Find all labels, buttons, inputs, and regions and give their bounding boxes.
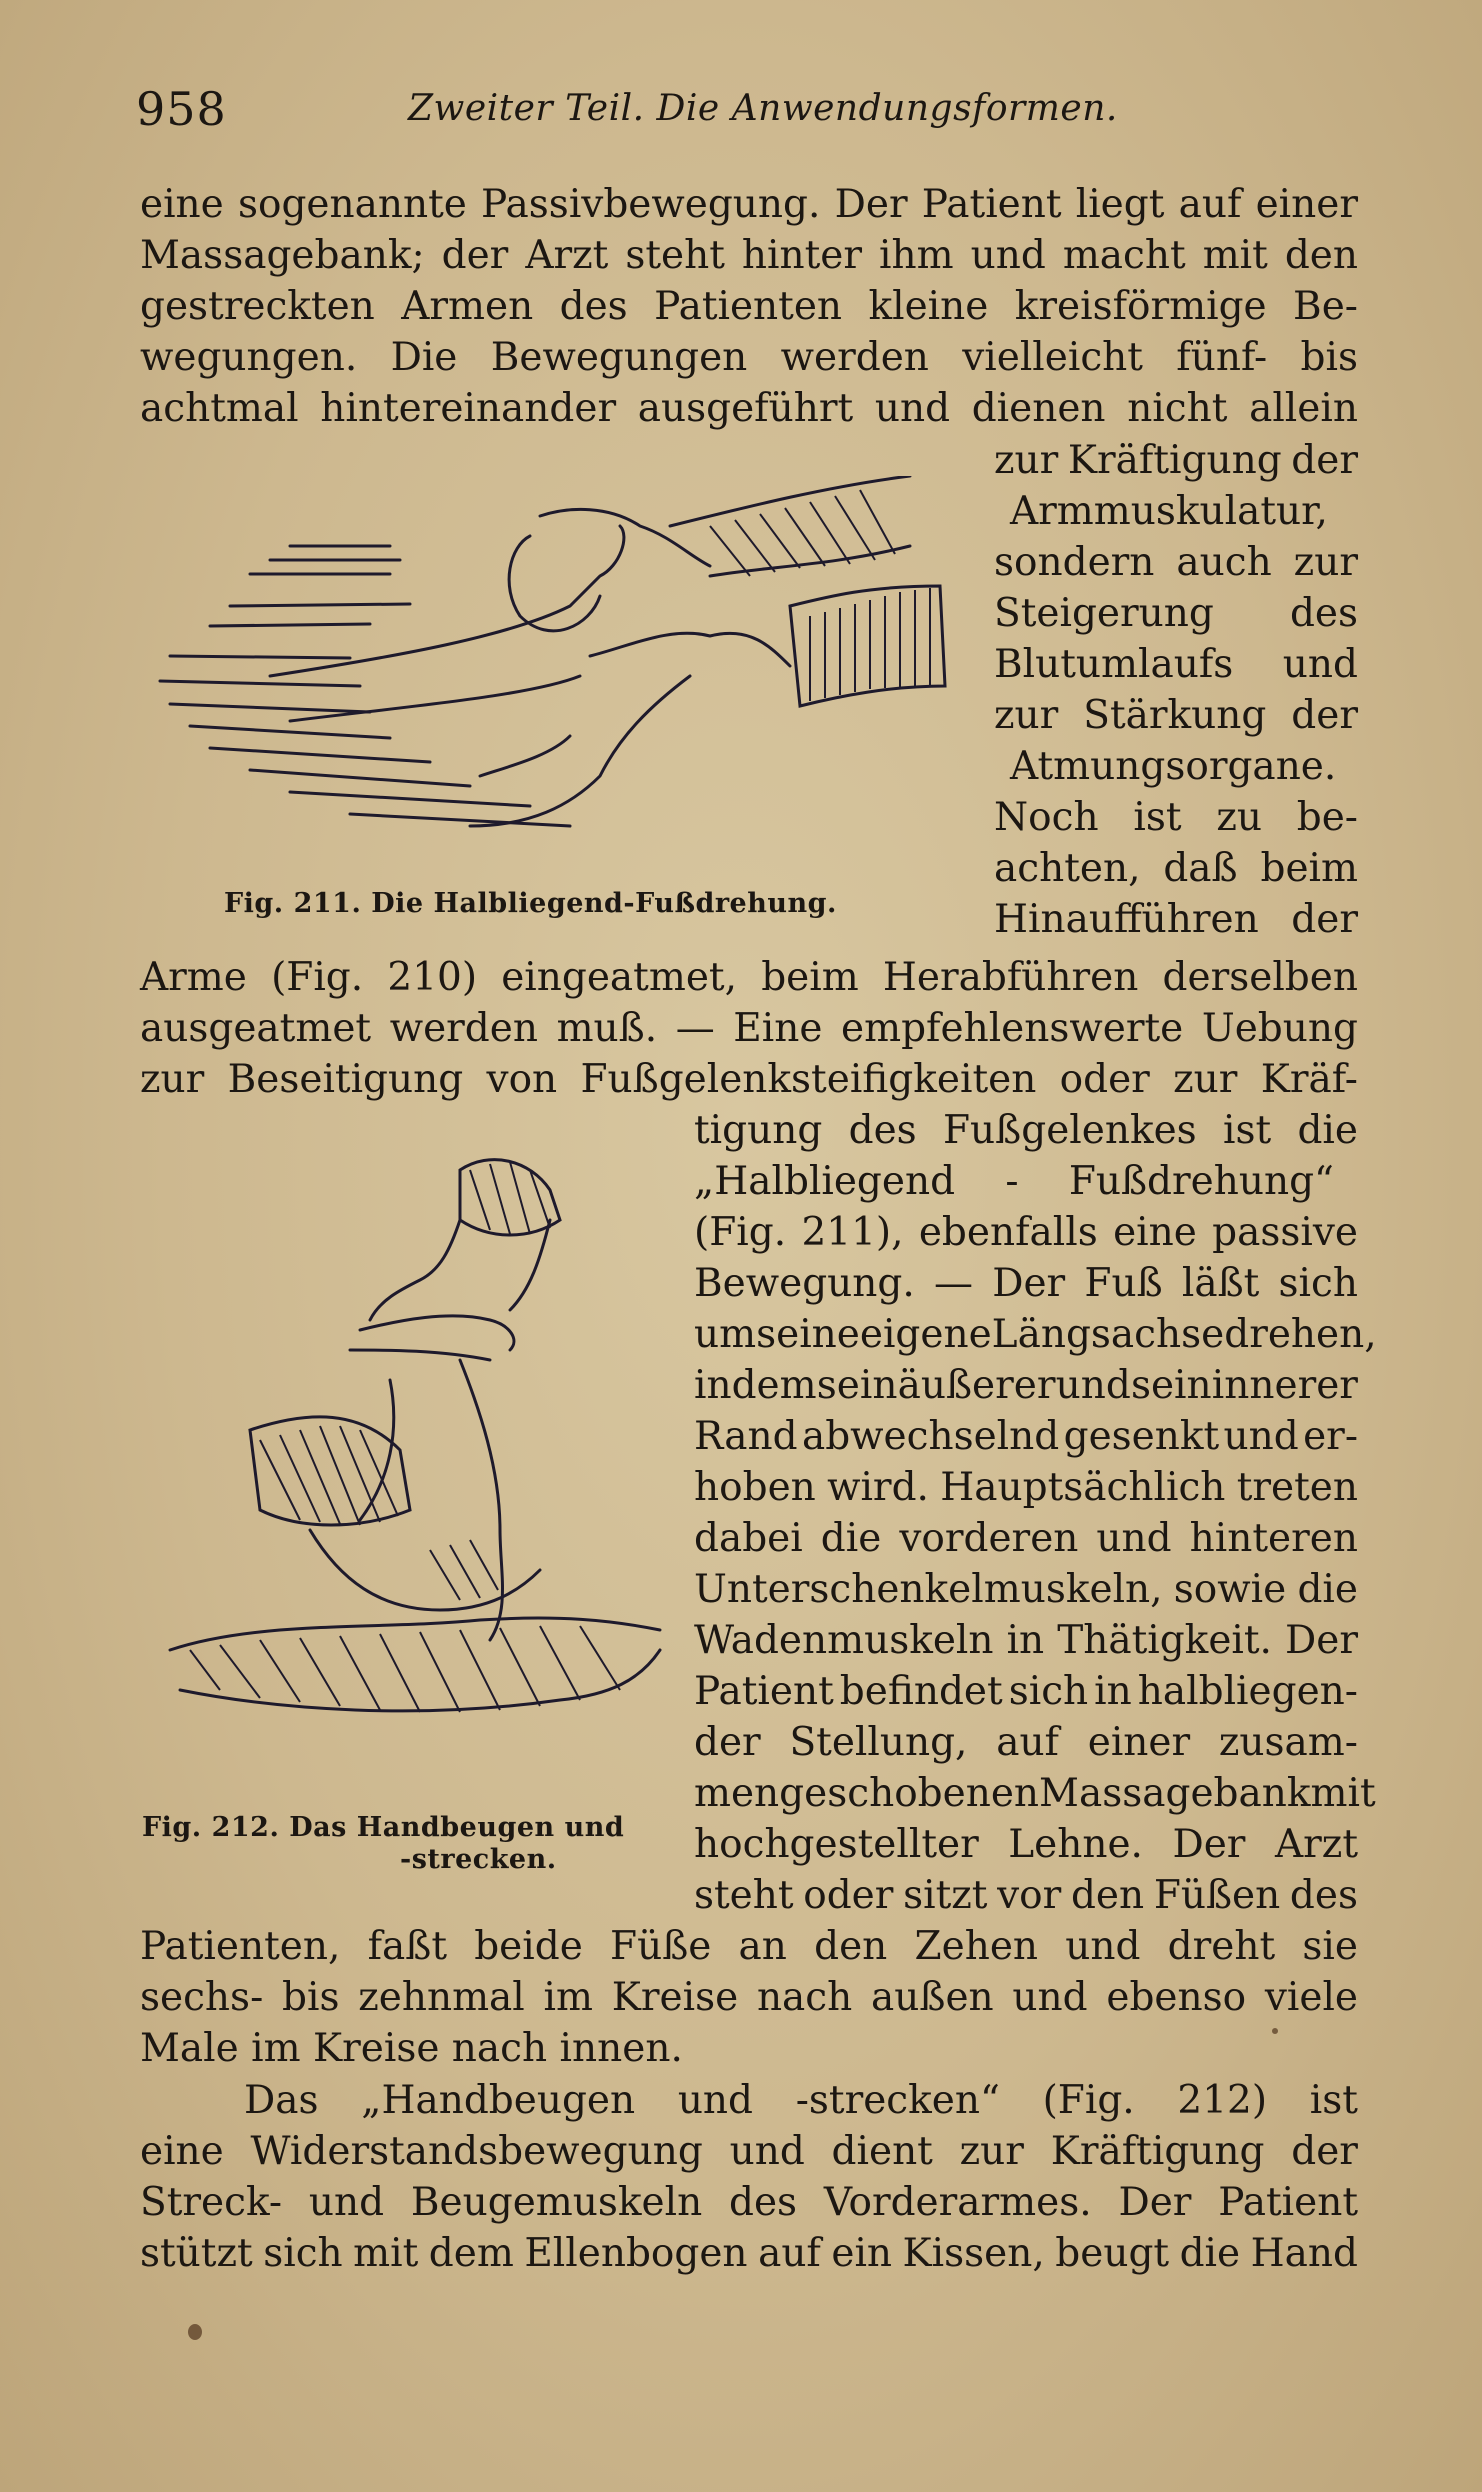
figure-212-caption-line2: -strecken. — [400, 1844, 557, 1875]
text-line: achten, daß beim — [994, 846, 1358, 891]
text-line: zur Stärkung der — [994, 693, 1358, 738]
text-line: stützt sich mit dem Ellenbogen auf ein Kissen, beugt die Hand — [140, 2231, 1358, 2276]
foot-rotation-engraving — [150, 476, 950, 866]
page-number: 958 — [136, 82, 227, 136]
text-line: zur Kräftigung der — [994, 438, 1358, 483]
text-line: Hinaufführen der — [994, 897, 1358, 942]
text-line: hoben wird. Hauptsächlich treten — [694, 1465, 1358, 1510]
text-line: Atmungsorgane. — [1010, 744, 1337, 789]
text-line: Armmuskulatur, — [1010, 489, 1328, 534]
text-line: gestreckten Armen des Patienten kleine kreisförmige Be- — [140, 284, 1358, 329]
text-line: sechs- bis zehnmal im Kreise nach außen und ebenso viele — [140, 1975, 1358, 2020]
hand-flexion-engraving — [160, 1150, 670, 1730]
text-line: Rand abwechselnd gesenkt und er- — [694, 1414, 1358, 1459]
text-line: achtmal hintereinander ausgeführt und dienen nicht allein — [140, 386, 1358, 431]
text-line: der Stellung, auf einer zusam- — [694, 1720, 1358, 1765]
text-line: Blutumlaufs und — [994, 642, 1358, 687]
text-line: eine Widerstandsbewegung und dient zur Kräftigung der — [140, 2129, 1358, 2174]
text-line: eine sogenannte Passivbewegung. Der Patient liegt auf einer — [140, 182, 1358, 227]
text-line: dabei die vorderen und hinteren — [694, 1516, 1358, 1561]
text-line: Streck- und Beugemuskeln des Vorderarmes. Der Patient — [140, 2180, 1358, 2225]
text-line: steht oder sitzt vor den Füßen des — [694, 1873, 1358, 1918]
text-line: Bewegung. — Der Fuß läßt sich — [694, 1261, 1358, 1306]
text-line: ausgeatmet werden muß. — Eine empfehlenswerte Uebung — [140, 1006, 1358, 1051]
figure-211-illustration — [150, 476, 950, 866]
text-line: (Fig. 211), ebenfalls eine passive — [694, 1210, 1358, 1255]
text-line: mengeschobenen Massagebank mit — [694, 1771, 1376, 1816]
text-line: Das „Handbeugen und -strecken“ (Fig. 212) ist — [244, 2078, 1358, 2123]
paper-stain — [188, 2324, 202, 2340]
figure-212-illustration — [160, 1150, 670, 1730]
text-line: Patienten, faßt beide Füße an den Zehen und dreht sie — [140, 1924, 1358, 1969]
figure-211-caption: Fig. 211. Die Halbliegend-Fußdrehung. — [224, 888, 837, 919]
page-header — [136, 82, 1352, 142]
text-line: hochgestellter Lehne. Der Arzt — [694, 1822, 1358, 1867]
running-head: Zweiter Teil. Die Anwendungsformen. — [408, 88, 1118, 129]
text-line: Steigerung des — [994, 591, 1358, 636]
text-line: sondern auch zur — [994, 540, 1358, 585]
text-line: um seine eigene Längsachse drehen, — [694, 1312, 1377, 1357]
text-line: zur Beseitigung von Fußgelenksteifigkeiten oder zur Kräf- — [140, 1057, 1358, 1102]
text-line: Male im Kreise nach innen. — [140, 2026, 683, 2071]
text-line: wegungen. Die Bewegungen werden vielleicht fünf- bis — [140, 335, 1358, 380]
text-line: Arme (Fig. 210) eingeatmet, beim Herabführen derselben — [140, 955, 1358, 1000]
figure-212-caption-line1: Fig. 212. Das Handbeugen und — [142, 1812, 625, 1843]
text-line: Noch ist zu be- — [994, 795, 1358, 840]
text-line: Patient befindet sich in halbliegen- — [694, 1669, 1358, 1714]
text-line: indem sein äußerer und sein innerer — [694, 1363, 1358, 1408]
text-line: „Halbliegend - Fußdrehung“ — [694, 1159, 1334, 1204]
text-line: Massagebank; der Arzt steht hinter ihm und macht mit den — [140, 233, 1358, 278]
text-line: Wadenmuskeln in Thätigkeit. Der — [694, 1618, 1358, 1663]
text-line: tigung des Fußgelenkes ist die — [694, 1108, 1358, 1153]
text-line: Unterschenkelmuskeln, sowie die — [694, 1567, 1358, 1612]
paper-speck — [1272, 2028, 1278, 2034]
